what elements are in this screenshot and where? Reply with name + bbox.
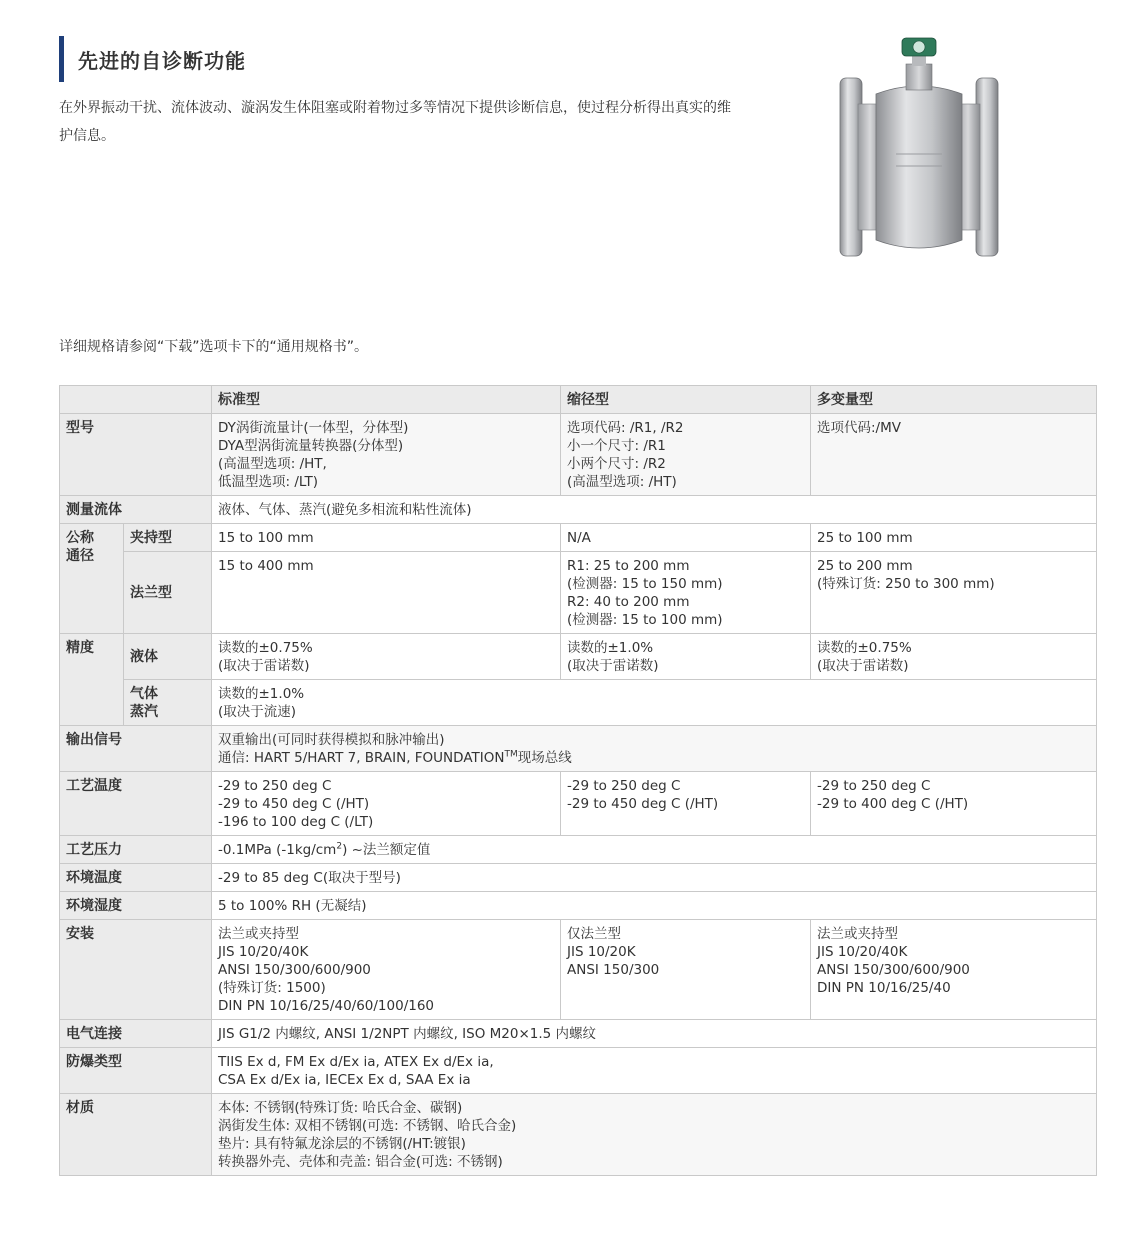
- header-reduced: 缩径型: [561, 386, 811, 414]
- model-multivariable: 选项代码:/MV: [811, 414, 1097, 496]
- process-pressure-value: -0.1MPa $(-1kg/cm^2)$ ~法兰额定值: [212, 836, 1097, 864]
- table-row-size-flange: [60, 552, 1097, 634]
- row-label-material: 材质: [60, 1094, 212, 1176]
- header-standard: 标准型: [212, 386, 561, 414]
- accuracy-liquid-standard: 读数的±0.75% (取决于雷诺数): [212, 634, 561, 680]
- wafer-reduced: N/A: [561, 524, 811, 552]
- material-value: 本体: 不锈钢(特殊订货: 哈氏合金、碳钢) 涡街发生体: 双相不锈钢(可选: 不锈钢、哈氏合金) 垫片: 具有特氟龙涂层的不锈钢(/HT:镀银) 转换器外壳、壳体和壳盖: 铝合金(可选: 不锈钢): [212, 1094, 1097, 1176]
- table-row-ambient-humidity: [60, 892, 1097, 920]
- section-description: 在外界振动干扰、流体波动、漩涡发生体阻塞或附着物过多等情况下提供诊断信息，使过程分析得出真实的维 护信息。: [59, 100, 731, 144]
- table-row-accuracy-gas: [60, 680, 1097, 726]
- table-row-installation: [60, 920, 1097, 1020]
- installation-multivariable: 法兰或夹持型 JIS 10/20/40K ANSI 150/300/600/900 DIN PN 10/16/25/40: [811, 920, 1097, 1020]
- installation-standard: 法兰或夹持型 JIS 10/20/40K ANSI 150/300/600/900 (特殊订货: 1500) DIN PN 10/16/25/40/60/100/160: [212, 920, 561, 1020]
- row-label-installation: 安装: [60, 920, 212, 1020]
- row-label-size: 公称 通径: [60, 524, 124, 634]
- row-label-process-pressure: 工艺压力: [60, 836, 212, 864]
- spec-note: 详细规格请参阅“下载”选项卡下的“通用规格书”。: [59, 339, 369, 355]
- table-row-output: [60, 726, 1097, 772]
- explosion-value: TIIS Ex d, FM Ex d/Ex ia, ATEX Ex d/Ex ia, CSA Ex d/Ex ia, IECEx Ex d, SAA Ex ia: [212, 1048, 1097, 1094]
- sub-label-gas-steam: 气体 蒸汽: [124, 680, 212, 726]
- ambient-temp-value: -29 to 85 deg C(取决于型号): [212, 864, 1097, 892]
- row-label-ambient-temp: 环境温度: [60, 864, 212, 892]
- row-label-fluid: 测量流体: [60, 496, 212, 524]
- row-label-electrical: 电气连接: [60, 1020, 212, 1048]
- section-heading: [59, 36, 246, 82]
- sub-label-liquid: 液体: [124, 634, 212, 680]
- sub-label-wafer: 夹持型: [124, 524, 212, 552]
- row-label-output: 输出信号: [60, 726, 212, 772]
- flange-multivariable: 25 to 200 mm (特殊订货: 250 to 300 mm): [811, 552, 1097, 634]
- ambient-humidity-value: 5 to 100% RH (无凝结): [212, 892, 1097, 920]
- table-header-row: [60, 386, 1097, 414]
- process-temp-multivariable: -29 to 250 deg C -29 to 400 deg C (/HT): [811, 772, 1097, 836]
- section-title: 先进的自诊断功能: [78, 48, 246, 73]
- table-row-material: [60, 1094, 1097, 1176]
- installation-reduced: 仅法兰型 JIS 10/20K ANSI 150/300: [561, 920, 811, 1020]
- table-row-accuracy-liquid: [60, 634, 1097, 680]
- row-label-model: 型号: [60, 414, 212, 496]
- fluid-value: 液体、气体、蒸汽(避免多相流和粘性流体): [212, 496, 1097, 524]
- flange-reduced: R1: 25 to 200 mm (检测器: 15 to 150 mm) R2: 40 to 200 mm (检测器: 15 to 100 mm): [561, 552, 811, 634]
- row-label-explosion: 防爆类型: [60, 1048, 212, 1094]
- row-label-ambient-humidity: 环境湿度: [60, 892, 212, 920]
- header-empty: [60, 386, 212, 414]
- table-row-process-temp: [60, 772, 1097, 836]
- table-row-process-pressure: [60, 836, 1097, 864]
- sub-label-flange: 法兰型: [124, 552, 212, 634]
- table-row-model: [60, 414, 1097, 496]
- accuracy-gas-value: 读数的±1.0% (取决于流速): [212, 680, 1097, 726]
- model-standard: DY涡街流量计(一体型，分体型) DYA型涡街流量转换器(分体型) (高温型选项: /HT, 低温型选项: /LT): [212, 414, 561, 496]
- wafer-multivariable: 25 to 100 mm: [811, 524, 1097, 552]
- output-value: 双重输出(可同时获得模拟和脉冲输出) 通信: HART 5/HART 7, BRAIN, FOUNDATION™现场总线: [212, 726, 1097, 772]
- header-multivariable: 多变量型: [811, 386, 1097, 414]
- wafer-standard: 15 to 100 mm: [212, 524, 561, 552]
- table-row-size-wafer: [60, 524, 1097, 552]
- table-row-electrical: [60, 1020, 1097, 1048]
- vortex-flowmeter-image: [836, 34, 1002, 260]
- process-temp-standard: -29 to 250 deg C -29 to 450 deg C (/HT) -196 to 100 deg C (/LT): [212, 772, 561, 836]
- table-row-explosion: [60, 1048, 1097, 1094]
- accuracy-liquid-reduced: 读数的±1.0% (取决于雷诺数): [561, 634, 811, 680]
- model-reduced: 选项代码: /R1, /R2 小一个尺寸: /R1 小两个尺寸: /R2 (高温型选项: /HT): [561, 414, 811, 496]
- flange-standard: 15 to 400 mm: [212, 552, 561, 634]
- row-label-process-temp: 工艺温度: [60, 772, 212, 836]
- table-row-fluid: [60, 496, 1097, 524]
- spec-table: [59, 385, 1097, 1176]
- table-row-ambient-temp: [60, 864, 1097, 892]
- process-temp-reduced: -29 to 250 deg C -29 to 450 deg C (/HT): [561, 772, 811, 836]
- electrical-value: JIS G1/2 内螺纹, ANSI 1/2NPT 内螺纹, ISO M20×1.5 内螺纹: [212, 1020, 1097, 1048]
- row-label-accuracy: 精度: [60, 634, 124, 726]
- accuracy-liquid-multivariable: 读数的±0.75% (取决于雷诺数): [811, 634, 1097, 680]
